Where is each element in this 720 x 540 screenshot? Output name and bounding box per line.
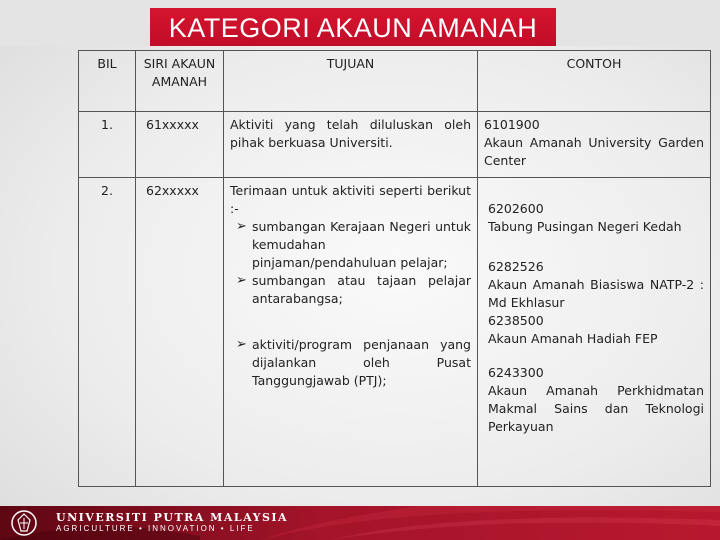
table-header-row: [79, 51, 711, 112]
row1-contoh: [478, 112, 711, 178]
table-row: [79, 112, 711, 178]
page-title: KATEGORI AKAUN AMANAH: [168, 13, 538, 43]
header-siri: SIRI AKAUN AMANAH: [136, 51, 224, 112]
arrow-bullet-icon: ➢: [236, 219, 247, 234]
example-name: Akaun Amanah Biasiswa NATP-2 : Md Ekhlasur: [488, 277, 704, 310]
row2-intro: Terimaan untuk aktiviti seperti berikut :-: [230, 183, 471, 216]
table-row: [79, 178, 711, 487]
row1-tujuan: Aktiviti yang telah diluluskan oleh pihak berkuasa Universiti.: [224, 112, 478, 178]
row1-siri: 61xxxxx: [136, 112, 224, 178]
row2-contoh: [478, 178, 711, 487]
footer-tagline: AGRICULTURE • INNOVATION • LIFE: [56, 524, 255, 533]
example-code: 6238500: [488, 313, 544, 328]
header-tujuan: TUJUAN: [224, 51, 478, 112]
example-name: Akaun Amanah Perkhidmatan Makmal Sains dan Teknologi Perkayuan: [488, 383, 704, 434]
arrow-bullet-icon: ➢: [236, 337, 247, 352]
example-name: Tabung Pusingan Negeri Kedah: [488, 219, 682, 234]
example-code: 6282526: [488, 259, 544, 274]
arrow-bullet-icon: ➢: [236, 273, 247, 288]
bullet-text: aktiviti/program penjanaan yang dijalankan oleh Pusat Tanggungjawab (PTJ);: [252, 337, 471, 388]
bullet-item: [230, 272, 471, 308]
row2-tujuan: [224, 178, 478, 487]
row1-bil: 1.: [79, 112, 136, 178]
row1-contoh-code: 6101900: [484, 117, 540, 132]
row1-contoh-name: Akaun Amanah University Garden Center: [484, 135, 704, 168]
bullet-item: [230, 218, 471, 272]
bullet-item: [230, 336, 471, 390]
row2-siri: 62xxxxx: [136, 178, 224, 487]
header-bil: BIL: [79, 51, 136, 112]
bullet-text: sumbangan atau tajaan pelajar antarabangsa;: [252, 273, 471, 306]
account-category-table: [78, 50, 711, 487]
upm-crest-icon: [10, 509, 38, 537]
example-code: 6202600: [488, 201, 544, 216]
example-code: 6243300: [488, 365, 544, 380]
bullet-text: sumbangan Kerajaan Negeri untuk kemudahan pinjaman/pendahuluan pelajar;: [252, 219, 471, 270]
header-contoh: CONTOH: [478, 51, 711, 112]
example-name: Akaun Amanah Hadiah FEP: [488, 331, 658, 346]
footer-university-name: UNIVERSITI PUTRA MALAYSIA: [56, 511, 289, 524]
row2-bil: 2.: [79, 178, 136, 487]
